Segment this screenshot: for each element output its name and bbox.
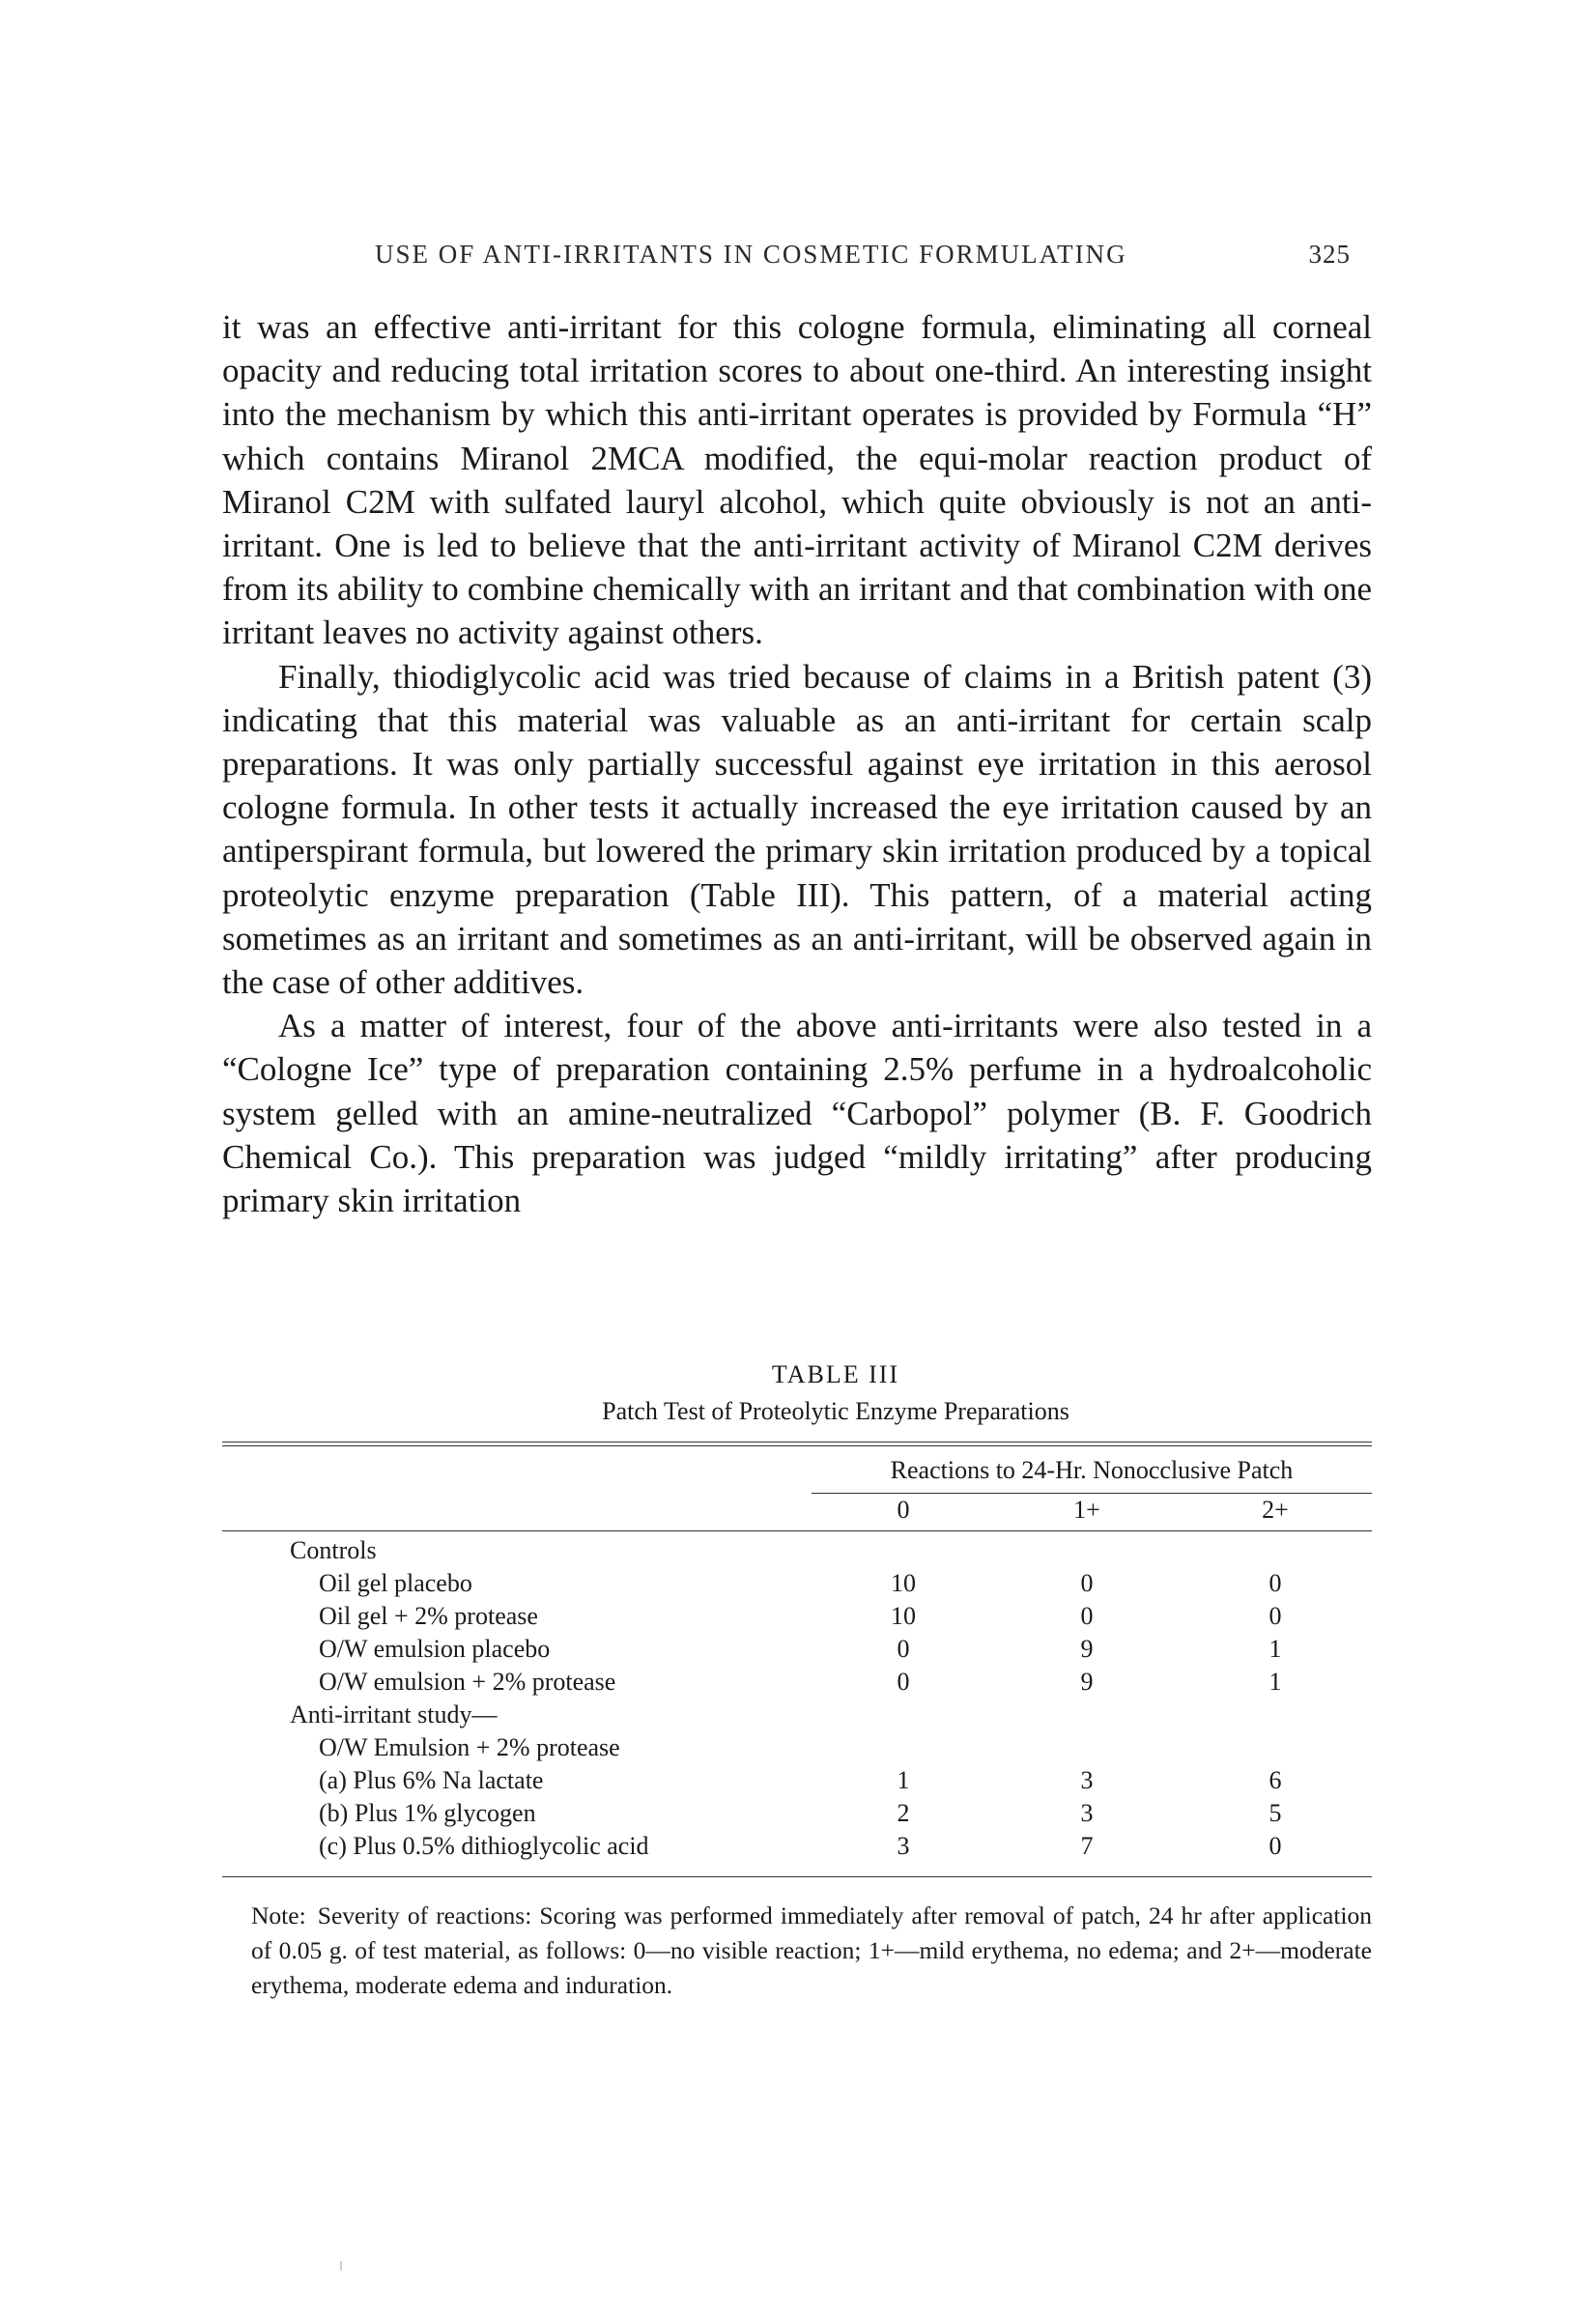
cell-value: 1 <box>1268 1635 1282 1663</box>
cell-value: 0 <box>897 1635 910 1663</box>
cell-value: 0 <box>1268 1602 1282 1630</box>
table-bottom-rule <box>222 1876 1372 1877</box>
row-label: (c) Plus 0.5% dithioglycolic acid <box>319 1832 649 1860</box>
table-row <box>222 1830 1372 1863</box>
cell-value: 7 <box>1080 1832 1094 1860</box>
group-heading-row <box>222 1534 1372 1567</box>
table-row <box>222 1567 1372 1600</box>
cell-value: 0 <box>1268 1569 1282 1597</box>
group-heading-anti-irritant: Anti-irritant study— <box>290 1700 498 1728</box>
row-label: Oil gel + 2% protease <box>319 1602 538 1630</box>
cell-value: 9 <box>1080 1635 1094 1663</box>
cell-value: 6 <box>1268 1766 1282 1794</box>
group-heading-controls: Controls <box>290 1536 377 1564</box>
data-table <box>222 1446 1372 1876</box>
paragraph-2: Finally, thiodiglycolic acid was tried because of claims in a British patent (3) indicating that this material was valuable as an anti-irritant for certain scalp preparations. It was only partially successful against eye irritation in this aerosol cologne formula. In other tests it actually increased the eye irritation caused by an antiperspirant formula, but lowered the primary skin irritation produced by a topical proteolytic enzyme preparation (Table III). This pattern, of a material acting sometimes as an irritant and sometimes as an anti-irritant, will be observed again in the case of other additives. <box>222 657 1372 1002</box>
cell-value: 1 <box>1268 1668 1282 1696</box>
column-header-2plus: 2+ <box>1262 1496 1289 1524</box>
cell-value: 0 <box>1268 1832 1282 1860</box>
body-text <box>222 305 1372 1222</box>
cell-value: 5 <box>1268 1799 1282 1827</box>
cell-value: 9 <box>1080 1668 1094 1696</box>
cell-value: 10 <box>891 1602 916 1630</box>
table-row <box>222 1633 1372 1666</box>
table-row <box>222 1666 1372 1699</box>
table-note <box>251 1899 1372 2003</box>
group-heading-row <box>222 1699 1372 1731</box>
table-row <box>222 1600 1372 1633</box>
note-label: Note: <box>251 1901 306 1929</box>
cell-value: 2 <box>897 1799 910 1827</box>
cell-value: 1 <box>897 1766 910 1794</box>
column-header-1plus: 1+ <box>1073 1496 1100 1524</box>
group-subheading: O/W Emulsion + 2% protease <box>319 1733 620 1761</box>
cell-value: 3 <box>1080 1766 1094 1794</box>
cell-value: 10 <box>891 1569 916 1597</box>
cell-value: 0 <box>1080 1602 1094 1630</box>
table-row <box>222 1764 1372 1797</box>
table-caption: Patch Test of Proteolytic Enzyme Preparations <box>602 1397 1069 1425</box>
row-label: Oil gel placebo <box>319 1569 472 1597</box>
header-bottom-rule <box>222 1530 1372 1531</box>
table-row <box>222 1797 1372 1830</box>
group-subheading-row <box>222 1731 1372 1764</box>
cell-value: 0 <box>897 1668 910 1696</box>
note-text: Severity of reactions: Scoring was performed immediately after removal of patch, 24 hr after application of 0.05 g. of test material, as follows: 0—no visible reaction; 1+—mild erythema, no edema; and 2+—moderate erythema, moderate edema and induration. <box>251 1901 1372 1999</box>
cell-value: 3 <box>1080 1799 1094 1827</box>
column-header-0: 0 <box>897 1496 910 1524</box>
spanning-header-text: Reactions to 24-Hr. Nonocclusive Patch <box>812 1446 1372 1494</box>
table-iii <box>222 1360 1372 2003</box>
page-number: 325 <box>1308 240 1351 269</box>
row-label: (b) Plus 1% glycogen <box>319 1799 536 1827</box>
cell-value: 3 <box>897 1832 910 1860</box>
cell-value: 0 <box>1080 1569 1094 1597</box>
spanning-header-row <box>222 1446 1372 1494</box>
paragraph-3: As a matter of interest, four of the above anti-irritants were also tested in a “Cologne Ice” type of preparation containing 2.5% perfume in a hydroalcoholic system gelled with an amine-neutralized “Carbopol” polymer (B. F. Goodrich Chemical Co.). This preparation was judged “mildly irritating” after producing primary skin irritation <box>222 1007 1372 1220</box>
spanning-header <box>812 1446 1372 1494</box>
table-label: TABLE III <box>771 1360 900 1388</box>
paragraph-1: it was an effective anti-irritant for this cologne formula, eliminating all corneal opacity and reducing total irritation scores to about one-third. An interesting insight into the mechanism by which this anti-irritant operates is provided by Formula “H” which contains Miranol 2MCA modified, the equi-molar reaction product of Miranol C2M with sulfated lauryl alcohol, which quite obviously is not an anti-irritant. One is led to believe that the anti-irritant activity of Miranol C2M derives from its ability to combine chemically with an irritant and that combination with one irritant leaves no activity against others. <box>222 308 1372 652</box>
row-label: O/W emulsion placebo <box>319 1635 551 1663</box>
row-label: O/W emulsion + 2% protease <box>319 1668 616 1696</box>
column-header-row <box>222 1494 1372 1527</box>
running-title: USE OF ANTI-IRRITANTS IN COSMETIC FORMULATING <box>375 240 1127 269</box>
running-header <box>375 240 1351 278</box>
row-label: (a) Plus 6% Na lactate <box>319 1766 544 1794</box>
scan-mark <box>340 2261 342 2271</box>
